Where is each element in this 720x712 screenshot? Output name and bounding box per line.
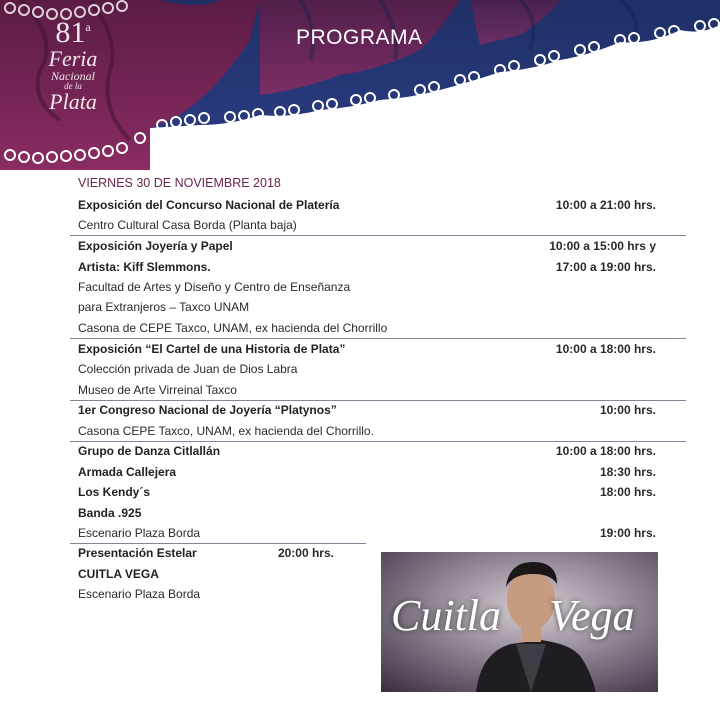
page-title: PROGRAMA [296, 26, 423, 49]
program-row [78, 380, 658, 400]
program-row [78, 339, 658, 359]
artist-name-part2: Vega [549, 591, 635, 640]
row-time: 10:00 a 18:00 hrs. [555, 342, 656, 356]
row-text: Escenario Plaza Borda [78, 526, 201, 540]
row-text: Artista: Kiff Slemmons. [78, 260, 211, 274]
program-row [78, 236, 658, 256]
row-text: Exposición “El Cartel de una Historia de Plata” [78, 342, 346, 356]
program-row [78, 462, 658, 482]
row-text: Armada Callejera [78, 465, 177, 479]
row-text: CUITLA VEGA [78, 567, 159, 581]
artist-name-part1: Cuitla [391, 591, 502, 640]
program-row [78, 523, 658, 543]
row-text: Presentación Estelar [78, 546, 197, 560]
program-row [78, 482, 658, 502]
row-text: Casona de CEPE Taxco, UNAM, ex hacienda del Chorrillo [78, 321, 388, 335]
logo-line-2: Nacional [51, 69, 95, 83]
row-time: 19:00 hrs. [599, 526, 656, 540]
row-text: Centro Cultural Casa Borda (Planta baja) [78, 218, 297, 232]
row-text: Grupo de Danza Citlallán [78, 444, 221, 458]
program-row [78, 421, 658, 441]
row-time: 20:00 hrs. [277, 546, 334, 560]
row-text: para Extranjeros – Taxco UNAM [78, 300, 250, 314]
row-time: 10:00 a 21:00 hrs. [555, 198, 656, 212]
program-row [78, 277, 658, 297]
program-row [78, 400, 658, 420]
program-row [78, 503, 658, 523]
program-row [78, 297, 658, 317]
row-text: Exposición Joyería y Papel [78, 239, 233, 253]
logo-sup: a [85, 20, 91, 34]
row-text: Facultad de Artes y Diseño y Centro de Enseñanza [78, 280, 351, 294]
logo-line-1: Feria [48, 46, 98, 71]
header-banner [0, 0, 720, 170]
row-time: 17:00 a 19:00 hrs. [555, 260, 656, 274]
logo-line-3: de la [64, 81, 82, 91]
logo-line-4: Plata [49, 89, 97, 114]
row-text: Museo de Arte Virreinal Taxco [78, 383, 237, 397]
program-row [78, 318, 658, 338]
program-row [78, 195, 658, 215]
row-text: Exposición del Concurso Nacional de Platería [78, 198, 340, 212]
row-text: Banda .925 [78, 506, 142, 520]
artist-photo [381, 552, 658, 692]
row-text: 1er Congreso Nacional de Joyería “Platynos” [78, 403, 337, 417]
program-row [78, 441, 658, 461]
row-text: Escenario Plaza Borda [78, 587, 201, 601]
row-time: 10:00 a 18:00 hrs. [555, 444, 656, 458]
program-date: VIERNES 30 DE NOVIEMBRE 2018 [78, 176, 281, 190]
logo-number: 81 [55, 16, 86, 49]
program-row [78, 257, 658, 277]
row-time: 10:00 hrs. [599, 403, 656, 417]
program-row [78, 215, 658, 235]
row-text: Los Kendy´s [78, 485, 151, 499]
program-row [78, 543, 378, 563]
row-time: 10:00 a 15:00 hrs y [549, 239, 656, 253]
feria-logo [28, 18, 118, 113]
program-row [78, 359, 658, 379]
row-text: Casona CEPE Taxco, UNAM, ex hacienda del Chorrillo. [78, 424, 374, 438]
row-time: 18:00 hrs. [599, 485, 656, 499]
row-text: Colección privada de Juan de Dios Labra [78, 362, 298, 376]
row-time: 18:30 hrs. [599, 465, 656, 479]
